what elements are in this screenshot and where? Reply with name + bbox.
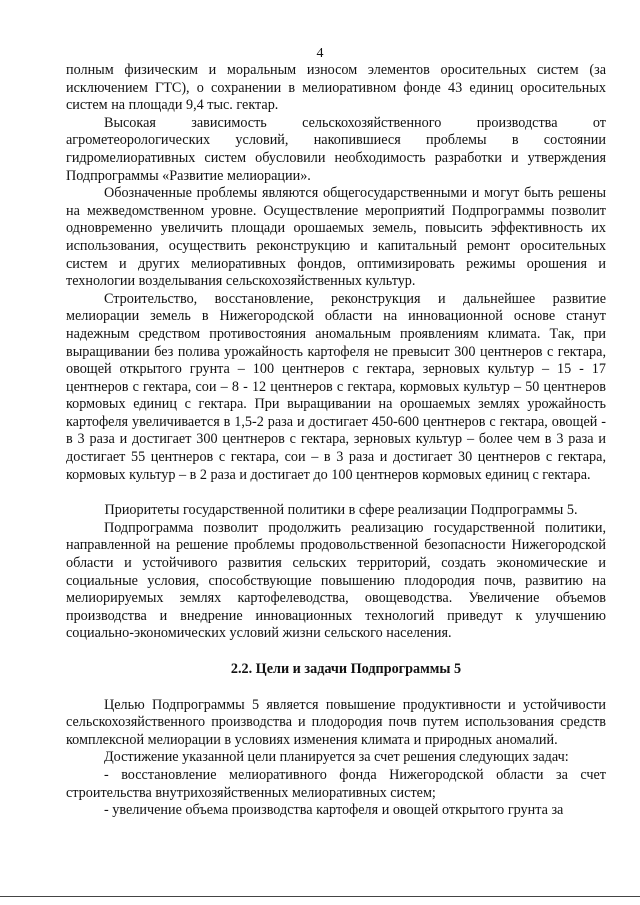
task-item: - восстановление мелиоративного фонда Нижегородской области за счет строительства внутрихозяйственных мелиоративных систем;: [66, 766, 606, 801]
priorities-paragraph: Подпрограмма позволит продолжить реализацию государственной политики, направленной на решение проблемы продовольственной безопасности Нижегородской области и устойчивого развития сельских территорий, создать экономические и социальные условия, способствующие повышению плодородия почв, развитию на мелиорируемых землях картофелеводства, овощеводства. Увеличение объемов производства и внедрение инновационных технологий приведут к улучшению социально-экономических условий жизни сельского населения.: [66, 519, 606, 642]
priorities-title: Приоритеты государственной политики в сфере реализации Подпрограммы 5.: [104, 502, 578, 519]
paragraph: Строительство, восстановление, реконструкция и дальнейшее развитие мелиорации земель в Нижегородской области на инновационной основе станут надежным средством противостояния аномальным проявлениям климата. Так, при выращивании без полива урожайность картофеля не превысит 300 центнеров с гектара, овощей открытого грунта – 100 центнеров с гектара, зерновых культур – 15 - 17 центнеров с гектара, сои – 8 - 12 центнеров с гектара, кормовых культур – 50 центнеров кормовых единиц с гектара. При выращивании на орошаемых землях урожайность картофеля увеличивается в 1,5-2 раза и достигает 450-600 центнеров с гектара, овощей - в 3 раза и достигает 300 центнеров с гектара, зерновых культур – более чем в 3 раза и достигает 55 центнеров с гектара, сои – в 3 раза и достигает 30 центнеров с гектара, кормовых культур – в 2 раза и достигает до 100 центнеров кормовых единиц с гектара.: [66, 290, 606, 483]
paragraph: Высокая зависимость сельскохозяйственного производства от агрометеорологических условий, накопившиеся проблемы в состоянии гидромелиоративных систем обусловили необходимость разработки и утверждения Подпрограммы «Развитие мелиорации».: [66, 114, 606, 184]
task-item: - увеличение объема производства картофеля и овощей открытого грунта за: [104, 802, 564, 819]
page-bottom-edge: [0, 896, 640, 897]
paragraph: полным физическим и моральным износом элементов оросительных систем (за исключением ГТС), о сохранении в мелиоративном фонде 43 единиц оросительных систем на площади 9,4 тыс. гектар.: [66, 62, 606, 114]
paragraph: Обозначенные проблемы являются общегосударственными и могут быть решены на межведомственном уровне. Осуществление мероприятий Подпрограммы позволит одновременно увеличить площади орошаемых земель, повысить эффективность их использования, осуществить реконструкцию и капитальный ремонт оросительных систем и других мелиоративных фондов, оптимизировать режимы орошения и технологии возделывания сельскохозяйственных культур.: [66, 185, 606, 290]
document-body: [66, 62, 606, 820]
goal-paragraph: Целью Подпрограммы 5 является повышение продуктивности и устойчивости сельскохозяйственного производства и плодородия почв путем использования средств комплексной мелиорации в условиях изменения климата и природных аномалий.: [66, 696, 606, 748]
section-heading: 2.2. Цели и задачи Подпрограммы 5: [230, 661, 462, 677]
page-number: 4: [316, 46, 324, 61]
tasks-intro: Достижение указанной цели планируется за счет решения следующих задач:: [104, 749, 569, 766]
